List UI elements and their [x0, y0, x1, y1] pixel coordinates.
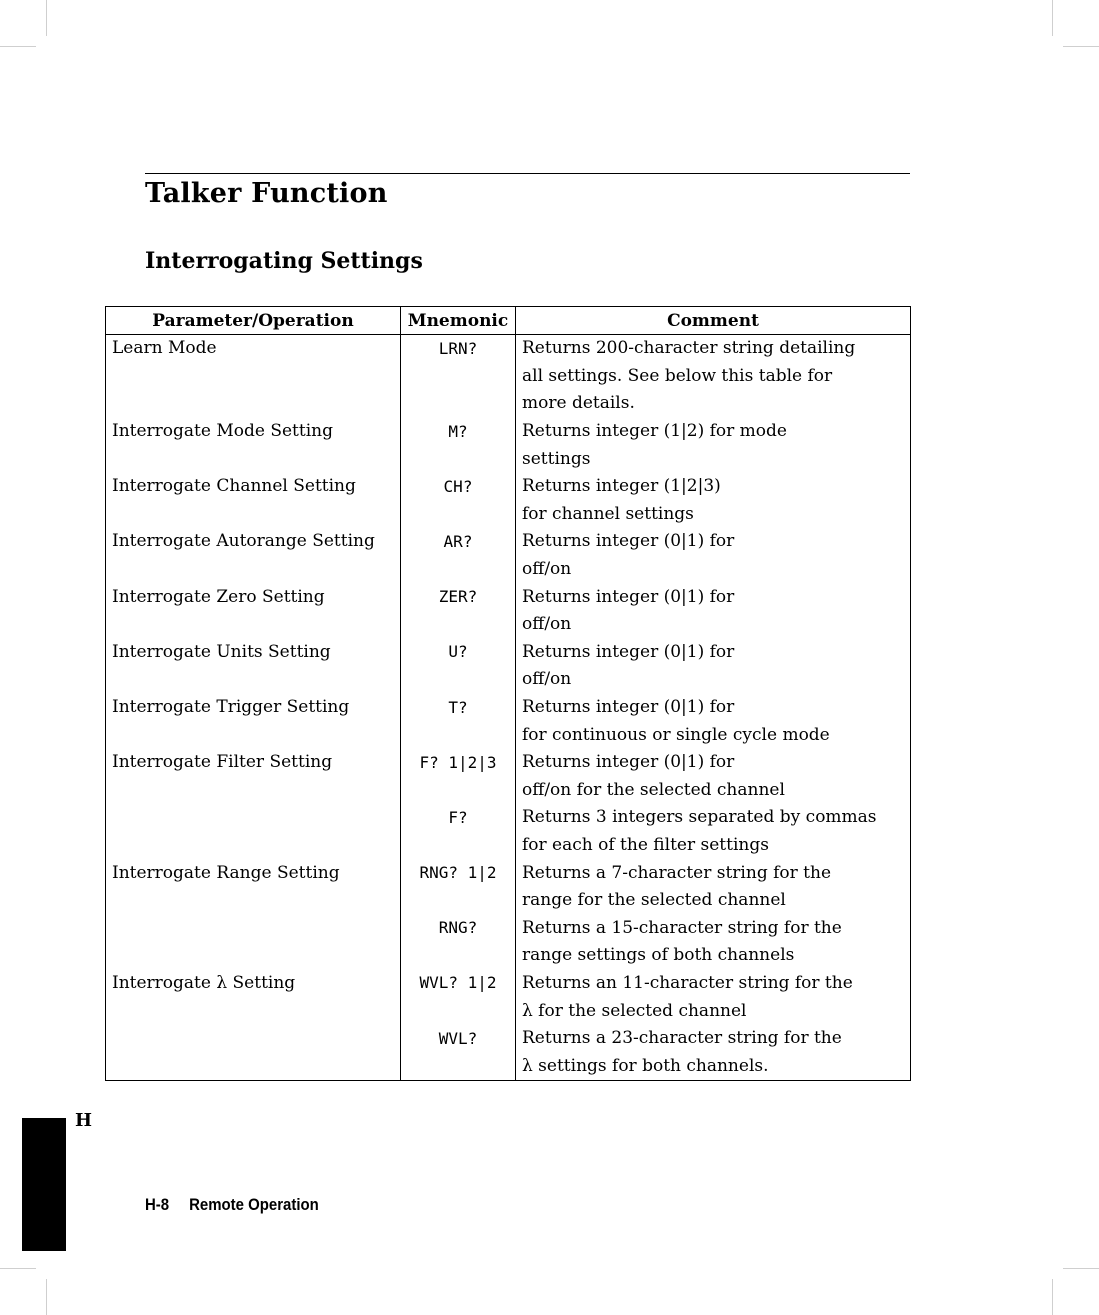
parameter-cell: Interrogate Zero Setting	[106, 583, 401, 611]
table-row	[106, 611, 911, 639]
mnemonic-cell	[401, 942, 516, 970]
table-row	[106, 777, 911, 805]
table-row	[106, 556, 911, 584]
footer-chapter-title: Remote Operation	[189, 1195, 319, 1214]
table-row	[106, 970, 911, 998]
comment-cell: Returns 3 integers separated by commas	[516, 804, 911, 832]
parameter-cell	[106, 997, 401, 1025]
parameter-cell: Interrogate λ Setting	[106, 970, 401, 998]
comment-cell: Returns integer (0|1) for	[516, 528, 911, 556]
table-row	[106, 1025, 911, 1053]
comment-cell: off/on	[516, 556, 911, 584]
crop-mark-top-left-h	[0, 46, 36, 47]
table-row	[106, 501, 911, 529]
table-row	[106, 528, 911, 556]
parameter-cell	[106, 914, 401, 942]
mnemonic-cell: RNG? 1|2	[401, 859, 516, 887]
mnemonic-cell	[401, 1052, 516, 1080]
parameter-cell: Interrogate Filter Setting	[106, 749, 401, 777]
header-mnemonic: Mnemonic	[401, 307, 516, 335]
header-parameter: Parameter/Operation	[106, 307, 401, 335]
comment-cell: range for the selected channel	[516, 887, 911, 915]
parameter-cell: Interrogate Channel Setting	[106, 473, 401, 501]
table-row	[106, 887, 911, 915]
parameter-cell	[106, 1025, 401, 1053]
page-footer	[145, 1195, 319, 1215]
comment-cell: Returns an 11-character string for the	[516, 970, 911, 998]
comment-cell: off/on	[516, 666, 911, 694]
parameter-cell: Learn Mode	[106, 335, 401, 363]
table-row	[106, 473, 911, 501]
comment-cell: settings	[516, 445, 911, 473]
crop-mark-top-left	[46, 0, 47, 36]
mnemonic-cell	[401, 997, 516, 1025]
mnemonic-cell	[401, 363, 516, 391]
table-row	[106, 832, 911, 860]
crop-mark-bottom-left-h	[0, 1268, 36, 1269]
comment-cell: all settings. See below this table for	[516, 363, 911, 391]
comment-cell: range settings of both channels	[516, 942, 911, 970]
table-row	[106, 859, 911, 887]
mnemonic-cell: RNG?	[401, 914, 516, 942]
parameter-cell	[106, 390, 401, 418]
parameter-cell: Interrogate Autorange Setting	[106, 528, 401, 556]
mnemonic-cell: F? 1|2|3	[401, 749, 516, 777]
mnemonic-cell	[401, 777, 516, 805]
crop-mark-bottom-right	[1052, 1279, 1053, 1315]
mnemonic-cell	[401, 445, 516, 473]
parameter-cell	[106, 666, 401, 694]
comment-cell: λ settings for both channels.	[516, 1052, 911, 1080]
comment-cell: Returns integer (0|1) for	[516, 583, 911, 611]
parameter-cell	[106, 1052, 401, 1080]
table-row	[106, 721, 911, 749]
comment-cell: off/on	[516, 611, 911, 639]
comment-cell: Returns integer (0|1) for	[516, 749, 911, 777]
parameter-cell: Interrogate Range Setting	[106, 859, 401, 887]
comment-cell: Returns a 23-character string for the	[516, 1025, 911, 1053]
comment-cell: more details.	[516, 390, 911, 418]
crop-mark-top-right	[1052, 0, 1053, 36]
interrogation-command-table	[105, 306, 911, 1081]
parameter-cell	[106, 611, 401, 639]
comment-cell: Returns a 7-character string for the	[516, 859, 911, 887]
parameter-cell	[106, 942, 401, 970]
mnemonic-cell	[401, 887, 516, 915]
table-row	[106, 363, 911, 391]
parameter-cell	[106, 501, 401, 529]
parameter-cell	[106, 887, 401, 915]
table-row	[106, 335, 911, 363]
table-row	[106, 445, 911, 473]
section-title: Talker Function	[145, 178, 388, 209]
table-row	[106, 418, 911, 446]
crop-mark-bottom-left	[46, 1279, 47, 1315]
table-header-row	[106, 307, 911, 335]
parameter-cell	[106, 777, 401, 805]
parameter-cell: Interrogate Units Setting	[106, 639, 401, 667]
mnemonic-cell: LRN?	[401, 335, 516, 363]
chapter-tab-letter: H	[75, 1110, 93, 1131]
mnemonic-cell	[401, 556, 516, 584]
mnemonic-cell	[401, 721, 516, 749]
table-row	[106, 749, 911, 777]
mnemonic-cell	[401, 666, 516, 694]
comment-cell: Returns integer (0|1) for	[516, 639, 911, 667]
parameter-cell: Interrogate Trigger Setting	[106, 694, 401, 722]
comment-cell: Returns integer (1|2|3)	[516, 473, 911, 501]
mnemonic-cell	[401, 611, 516, 639]
mnemonic-cell: M?	[401, 418, 516, 446]
parameter-cell	[106, 556, 401, 584]
table-body	[106, 335, 911, 1081]
parameter-cell	[106, 804, 401, 832]
mnemonic-cell: CH?	[401, 473, 516, 501]
subsection-title: Interrogating Settings	[145, 248, 423, 274]
crop-mark-top-right-h	[1063, 46, 1099, 47]
comment-cell: for each of the filter settings	[516, 832, 911, 860]
table-row	[106, 639, 911, 667]
mnemonic-cell: U?	[401, 639, 516, 667]
mnemonic-cell	[401, 832, 516, 860]
comment-cell: Returns integer (0|1) for	[516, 694, 911, 722]
header-comment: Comment	[516, 307, 911, 335]
parameter-cell: Interrogate Mode Setting	[106, 418, 401, 446]
table-row	[106, 914, 911, 942]
comment-cell: for continuous or single cycle mode	[516, 721, 911, 749]
table-row	[106, 804, 911, 832]
table-row	[106, 583, 911, 611]
section-rule	[145, 173, 910, 174]
parameter-cell	[106, 832, 401, 860]
table-row	[106, 390, 911, 418]
table-row	[106, 666, 911, 694]
mnemonic-cell: ZER?	[401, 583, 516, 611]
mnemonic-cell: AR?	[401, 528, 516, 556]
footer-page-number: H-8	[145, 1195, 170, 1214]
chapter-tab-block	[22, 1118, 66, 1251]
mnemonic-cell	[401, 501, 516, 529]
comment-cell: Returns 200-character string detailing	[516, 335, 911, 363]
parameter-cell	[106, 363, 401, 391]
table-row	[106, 997, 911, 1025]
table-row	[106, 942, 911, 970]
comment-cell: Returns integer (1|2) for mode	[516, 418, 911, 446]
mnemonic-cell: WVL? 1|2	[401, 970, 516, 998]
parameter-cell	[106, 445, 401, 473]
table-row	[106, 694, 911, 722]
comment-cell: λ for the selected channel	[516, 997, 911, 1025]
parameter-cell	[106, 721, 401, 749]
mnemonic-cell: T?	[401, 694, 516, 722]
crop-mark-bottom-right-h	[1063, 1268, 1099, 1269]
mnemonic-cell: WVL?	[401, 1025, 516, 1053]
comment-cell: Returns a 15-character string for the	[516, 914, 911, 942]
comment-cell: off/on for the selected channel	[516, 777, 911, 805]
comment-cell: for channel settings	[516, 501, 911, 529]
mnemonic-cell	[401, 390, 516, 418]
mnemonic-cell: F?	[401, 804, 516, 832]
table-row	[106, 1052, 911, 1080]
